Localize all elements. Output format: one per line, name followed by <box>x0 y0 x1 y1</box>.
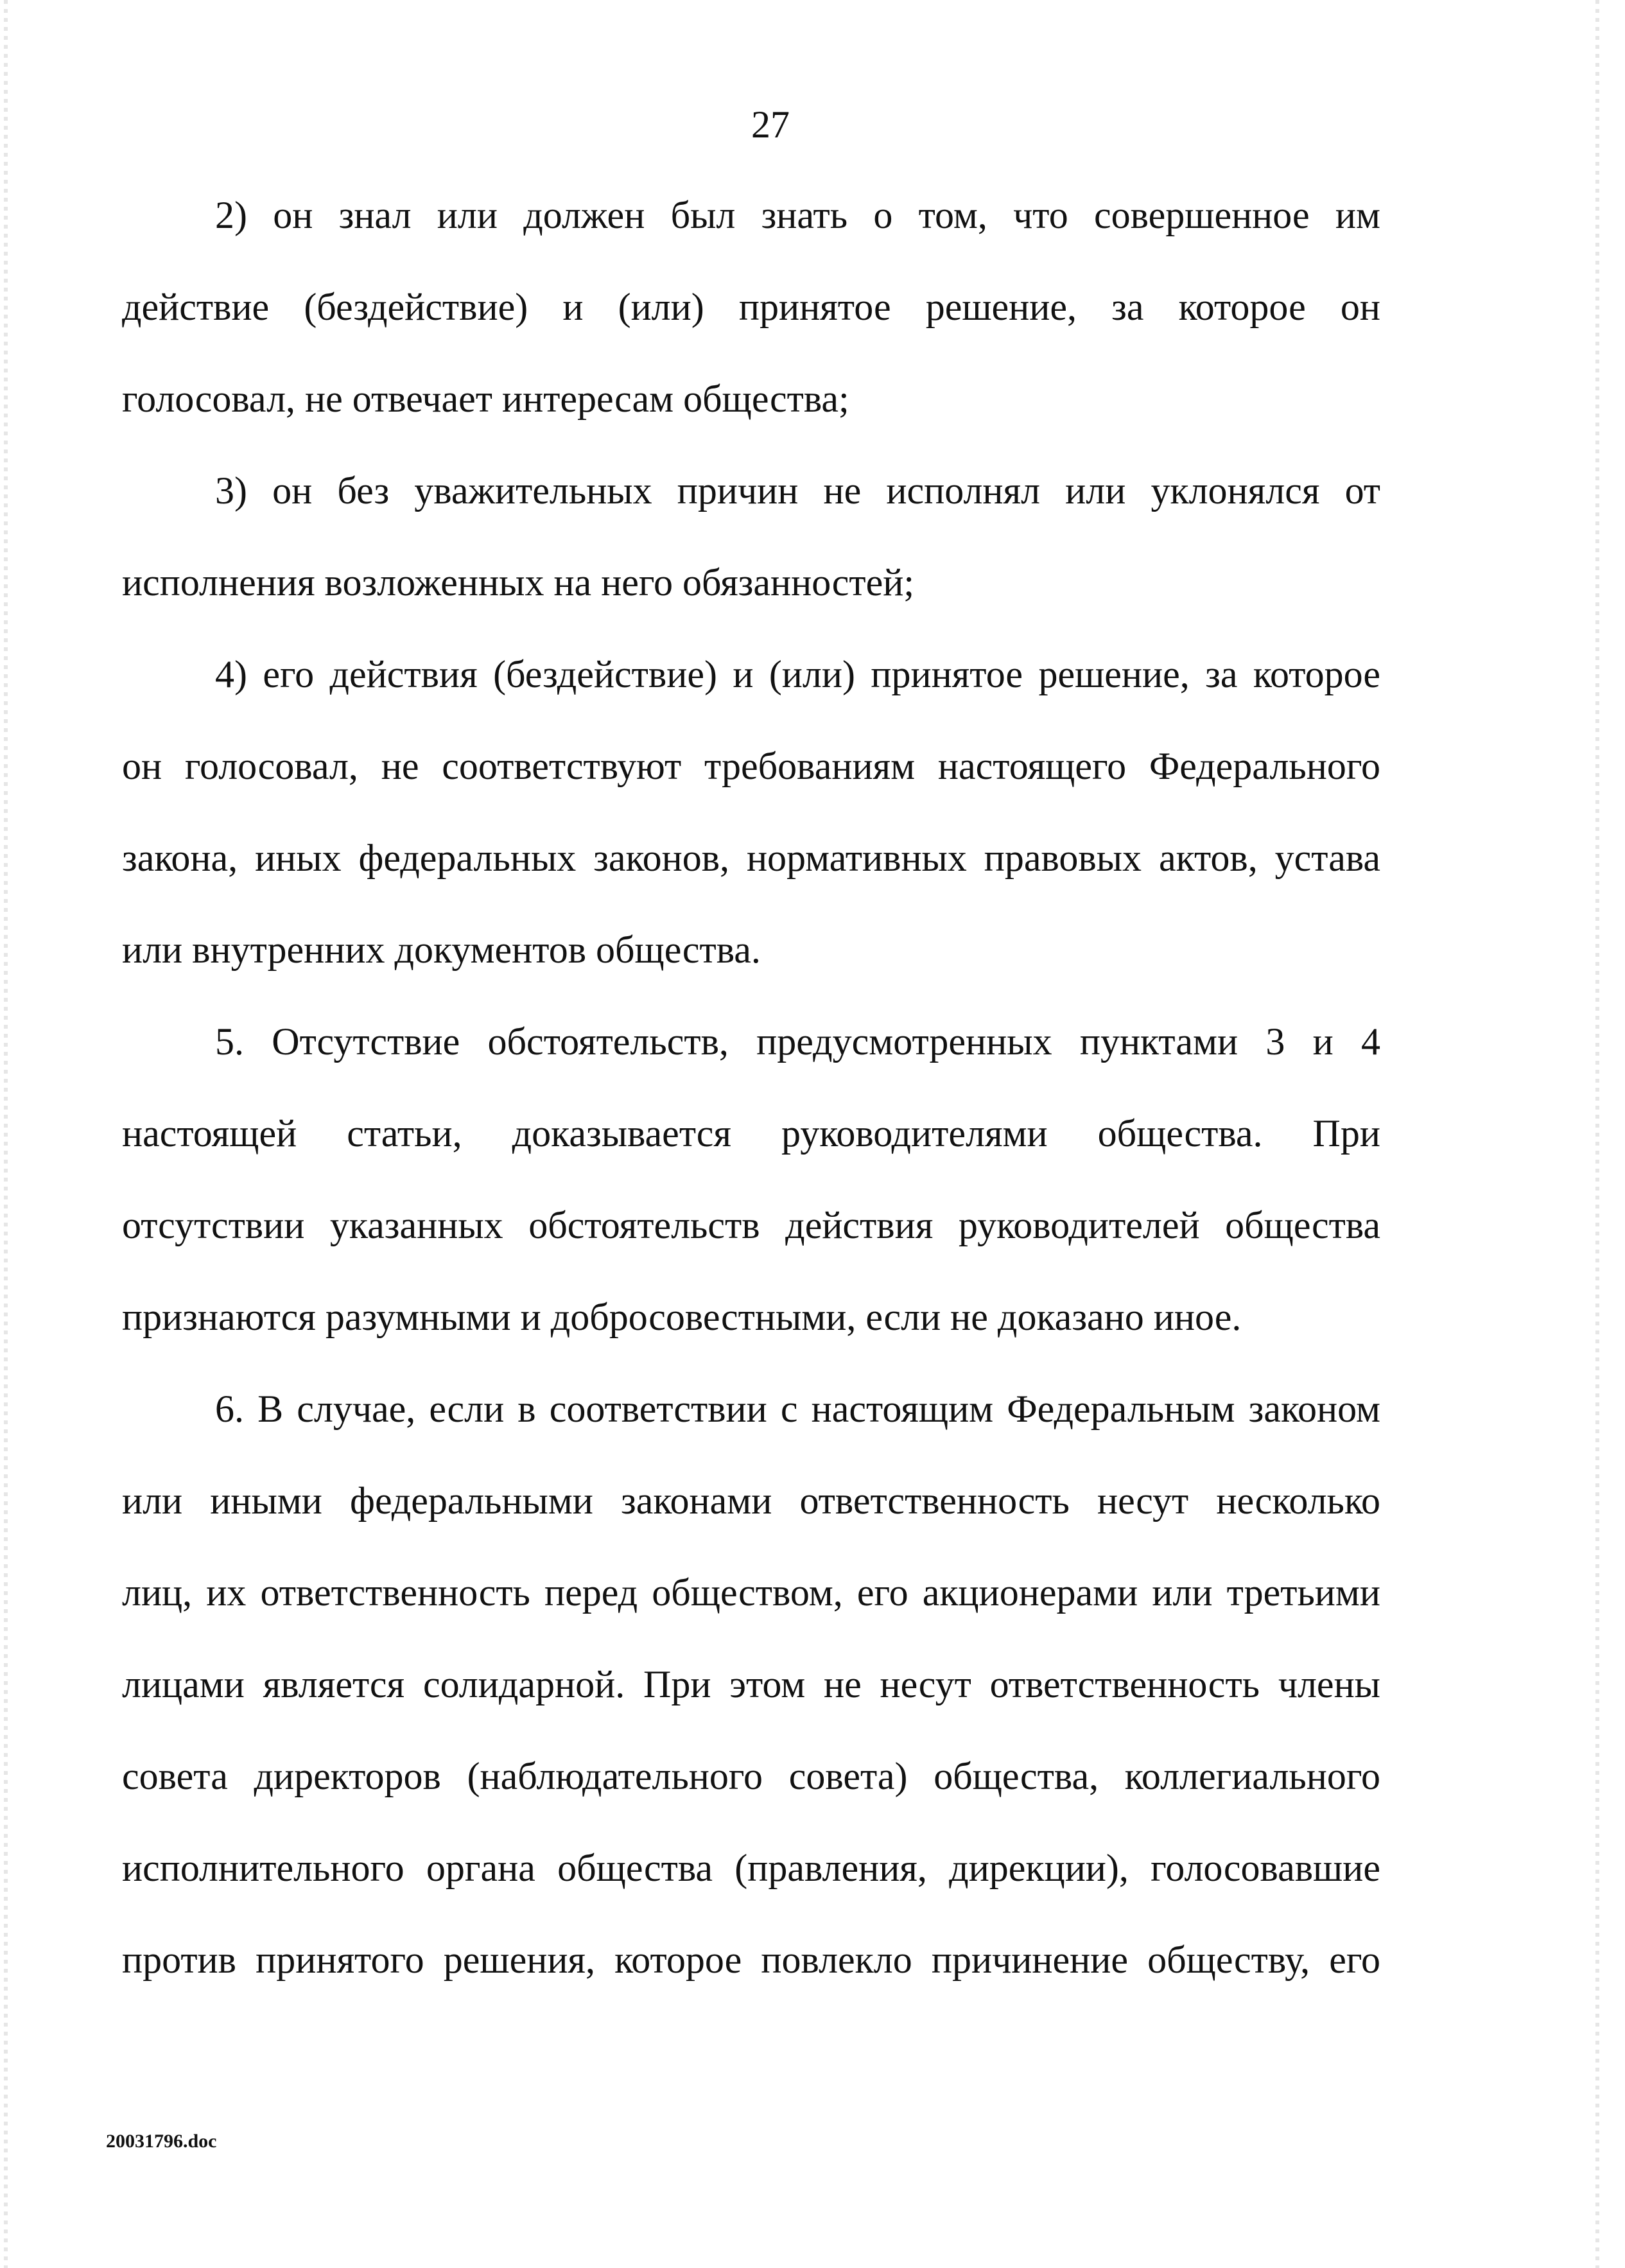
text-line: исполнения возложенных на него обязанностей; <box>122 561 914 604</box>
text-line: против принятого решения, которое повлекло причинение обществу, его <box>122 1939 1380 1981</box>
text-line: закона, иных федеральных законов, нормативных правовых актов, устава <box>122 837 1380 879</box>
text-line: исполнительного органа общества (правления, дирекции), голосовавшие <box>122 1847 1380 1889</box>
scan-edge-left <box>4 0 8 2268</box>
text-line: лицами является солидарной. При этом не несут ответственность члены <box>122 1663 1380 1705</box>
text-line: действие (бездействие) и (или) принятое решение, за которое он <box>122 286 1380 328</box>
text-line: голосовал, не отвечает интересам общества; <box>122 378 849 420</box>
text-line: признаются разумными и добросовестными, если не доказано иное. <box>122 1296 1242 1338</box>
footer-filename: 20031796.doc <box>106 2131 217 2152</box>
page-number: 27 <box>751 103 790 146</box>
text-line: 4) его действия (бездействие) и (или) принятое решение, за которое <box>215 653 1380 695</box>
text-line: 6. В случае, если в соответствии с настоящим Федеральным законом <box>215 1388 1380 1430</box>
text-line: 3) он без уважительных причин не исполнял или уклонялся от <box>215 469 1380 512</box>
text-line: 2) он знал или должен был знать о том, что совершенное им <box>215 194 1380 236</box>
text-line: он голосовал, не соответствуют требованиям настоящего Федерального <box>122 745 1380 787</box>
text-line: отсутствии указанных обстоятельств действия руководителей общества <box>122 1204 1380 1246</box>
text-line: совета директоров (наблюдательного совета) общества, коллегиального <box>122 1755 1380 1797</box>
text-line: или иными федеральными законами ответственность несут несколько <box>122 1479 1380 1522</box>
scan-edge-right <box>1595 0 1599 2268</box>
text-line: 5. Отсутствие обстоятельств, предусмотренных пунктами 3 и 4 <box>215 1020 1380 1063</box>
text-line: или внутренних документов общества. <box>122 929 761 971</box>
text-line: лиц, их ответственность перед обществом, его акционерами или третьими <box>122 1571 1380 1614</box>
text-line: настоящей статьи, доказывается руководителями общества. При <box>122 1112 1380 1155</box>
